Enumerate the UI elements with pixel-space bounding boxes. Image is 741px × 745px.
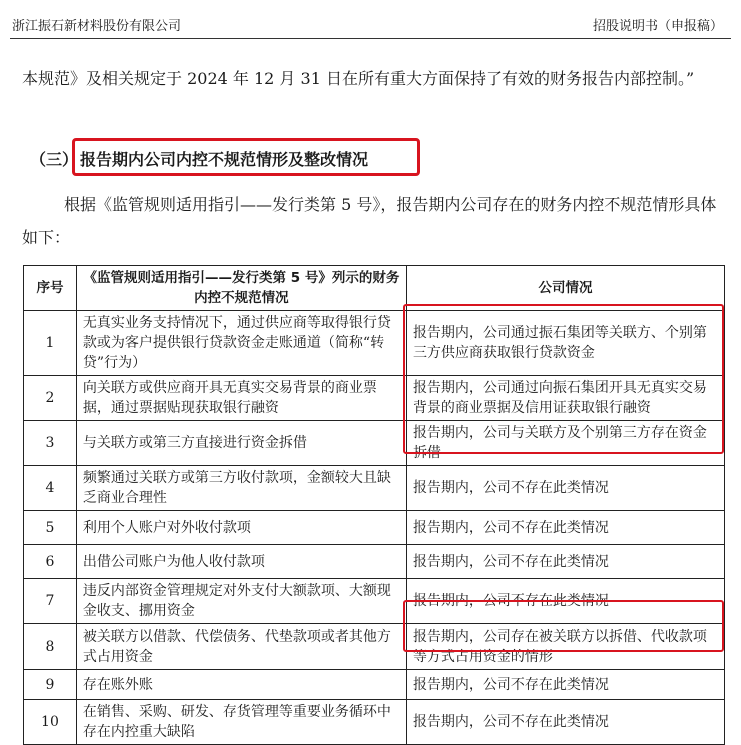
lead-paragraph: 根据《监管规则适用指引——发行类第 5 号》，报告期内公司存在的财务内控不规范情形具体如下：	[22, 195, 717, 247]
row-item: 无真实业务支持情况下，通过供应商等取得银行贷款或为客户提供银行贷款资金走账通道（简称“转贷”行为）	[76, 311, 406, 376]
row-number: 4	[24, 466, 77, 511]
header-divider	[10, 38, 731, 39]
row-number: 1	[24, 311, 77, 376]
header-item: 《监管规则适用指引——发行类第 5 号》列示的财务内控不规范情况	[76, 266, 406, 311]
header-status: 公司情况	[406, 266, 724, 311]
table-row	[24, 466, 725, 511]
row-status: 报告期内，公司存在被关联方以拆借、代收款项等方式占用资金的情形	[406, 624, 724, 670]
header-no: 序号	[24, 266, 77, 311]
row-status: 报告期内，公司不存在此类情况	[406, 579, 724, 624]
row-number: 3	[24, 421, 77, 466]
row-item: 频繁通过关联方或第三方收付款项，金额较大且缺乏商业合理性	[76, 466, 406, 511]
highlight-rows-1-3	[403, 304, 724, 454]
table-row	[24, 670, 725, 700]
highlight-row-8	[403, 600, 724, 652]
row-number: 5	[24, 511, 77, 545]
row-item: 与关联方或第三方直接进行资金拆借	[76, 421, 406, 466]
row-number: 6	[24, 545, 77, 579]
row-number: 10	[24, 700, 77, 745]
row-number: 9	[24, 670, 77, 700]
row-number: 7	[24, 579, 77, 624]
intro-paragraph: 本规范》及相关规定于 2024 年 12 月 31 日在所有重大方面保持了有效的财务报告内部控制。”	[22, 69, 695, 88]
row-status: 报告期内，公司与关联方及个别第三方存在资金拆借	[406, 421, 724, 466]
row-number: 8	[24, 624, 77, 670]
table-row	[24, 511, 725, 545]
row-number: 2	[24, 376, 77, 421]
row-item: 在销售、采购、研发、存货管理等重要业务循环中存在内控重大缺陷	[76, 700, 406, 745]
row-item: 向关联方或供应商开具无真实交易背景的商业票据，通过票据贴现获取银行融资	[76, 376, 406, 421]
company-name: 浙江振石新材料股份有限公司	[12, 19, 182, 34]
row-status: 报告期内，公司不存在此类情况	[406, 545, 724, 579]
section-title-highlight	[72, 138, 420, 176]
table-row	[24, 545, 725, 579]
section-title: 报告期内公司内控不规范情形及整改情况	[80, 150, 369, 169]
document-type: 招股说明书（申报稿）	[592, 19, 723, 34]
row-item: 被关联方以借款、代偿债务、代垫款项或者其他方式占用资金	[76, 624, 406, 670]
row-status: 报告期内，公司通过振石集团等关联方、个别第三方供应商获取银行贷款资金	[406, 311, 724, 376]
row-item: 存在账外账	[76, 670, 406, 700]
row-status: 报告期内，公司不存在此类情况	[406, 670, 724, 700]
row-item: 违反内部资金管理规定对外支付大额款项、大额现金收支、挪用资金	[76, 579, 406, 624]
row-status: 报告期内，公司不存在此类情况	[406, 511, 724, 545]
row-status: 报告期内，公司通过向振石集团开具无真实交易背景的商业票据及信用证获取银行融资	[406, 376, 724, 421]
row-item: 利用个人账户对外收付款项	[76, 511, 406, 545]
page-header	[0, 0, 741, 40]
table-row	[24, 700, 725, 745]
row-status: 报告期内，公司不存在此类情况	[406, 466, 724, 511]
row-item: 出借公司账户为他人收付款项	[76, 545, 406, 579]
row-status: 报告期内，公司不存在此类情况	[406, 700, 724, 745]
